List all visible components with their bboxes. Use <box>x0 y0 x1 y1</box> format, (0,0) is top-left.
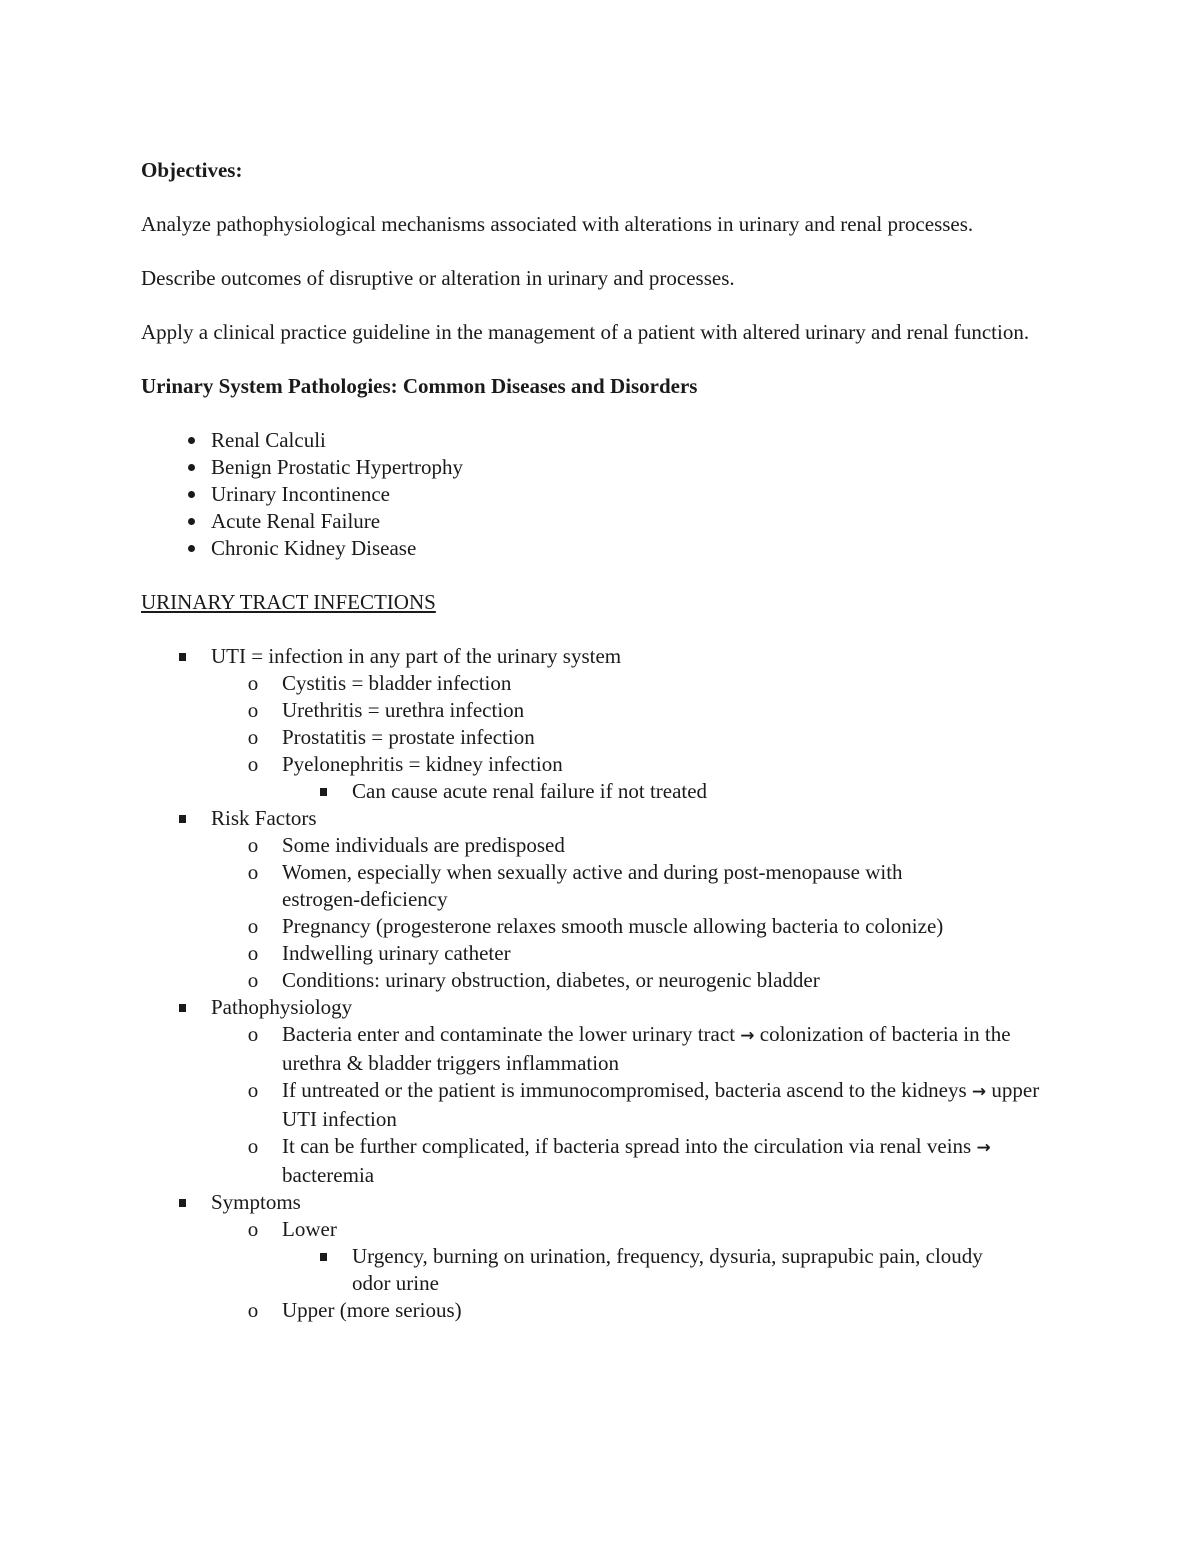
uti-heading: URINARY TRACT INFECTIONS <box>141 590 436 614</box>
circle-bullet-icon: o <box>247 725 259 749</box>
list-item: o Prostatitis = prostate infection <box>141 724 1061 751</box>
circle-bullet-icon: o <box>247 671 259 695</box>
list-item: Renal Calculi <box>141 427 1061 454</box>
list-item: Acute Renal Failure <box>141 508 1061 535</box>
list-item: o Cystitis = bladder infection <box>141 670 1061 697</box>
pathophysiology-heading: Pathophysiology <box>141 994 1061 1021</box>
list-item: Benign Prostatic Hypertrophy <box>141 454 1061 481</box>
list-item: o Women, especially when sexually active and during post-menopause with estrogen-deficiency <box>141 859 982 913</box>
circle-bullet-icon: o <box>247 833 259 857</box>
circle-bullet-icon: o <box>247 1134 259 1158</box>
list-item: o Bacteria enter and contaminate the lower urinary tract → colonization of bacteria in the urethra & bladder triggers inflammation <box>141 1021 1062 1077</box>
uti-definition: UTI = infection in any part of the urinary system <box>141 643 1061 670</box>
circle-bullet-icon: o <box>247 1298 259 1322</box>
square-bullet-icon <box>173 1189 191 1216</box>
objective-2: Describe outcomes of disruptive or alteration in urinary and processes. <box>141 266 735 290</box>
circle-bullet-icon: o <box>247 1217 259 1241</box>
list-item: o Pregnancy (progesterone relaxes smooth muscle allowing bacteria to colonize) <box>141 913 1061 940</box>
arrow-right-icon: → <box>976 1138 991 1158</box>
uti-outline <box>141 643 1061 1324</box>
circle-bullet-icon: o <box>247 968 259 992</box>
arrow-right-icon: → <box>971 1082 987 1102</box>
pathologies-heading: Urinary System Pathologies: Common Diseases and Disorders <box>141 374 698 398</box>
symptoms-heading: Symptoms <box>141 1189 1061 1216</box>
circle-bullet-icon: o <box>247 914 259 938</box>
pathologies-list <box>141 427 1061 562</box>
risk-factors-heading: Risk Factors <box>141 805 1061 832</box>
square-bullet-icon <box>173 805 191 832</box>
circle-bullet-icon: o <box>247 1078 259 1102</box>
list-item: o Urethritis = urethra infection <box>141 697 1061 724</box>
circle-bullet-icon: o <box>247 698 259 722</box>
bullet-icon <box>182 535 200 562</box>
list-item: o Indwelling urinary catheter <box>141 940 1061 967</box>
list-item: o It can be further complicated, if bacteria spread into the circulation via renal veins → bacteremia <box>141 1133 1072 1189</box>
list-item: o Upper (more serious) <box>141 1297 1061 1324</box>
square-bullet-icon <box>314 778 332 805</box>
list-item: o If untreated or the patient is immunocompromised, bacteria ascend to the kidneys → upper UTI infection <box>141 1077 1062 1133</box>
circle-bullet-icon: o <box>247 752 259 776</box>
list-item: Can cause acute renal failure if not treated <box>141 778 1061 805</box>
list-item: Urgency, burning on urination, frequency, dysuria, suprapubic pain, cloudy odor urine <box>141 1243 1002 1297</box>
list-item: o Conditions: urinary obstruction, diabetes, or neurogenic bladder <box>141 967 1061 994</box>
arrow-right-icon: → <box>740 1026 755 1046</box>
bullet-icon <box>182 427 200 454</box>
list-item: Chronic Kidney Disease <box>141 535 1061 562</box>
square-bullet-icon <box>173 994 191 1021</box>
bullet-icon <box>182 454 200 481</box>
objective-1: Analyze pathophysiological mechanisms associated with alterations in urinary and renal processes. <box>141 212 974 236</box>
circle-bullet-icon: o <box>247 1022 259 1046</box>
list-item: o Pyelonephritis = kidney infection <box>141 751 1061 778</box>
list-item: Urinary Incontinence <box>141 481 1061 508</box>
square-bullet-icon <box>173 643 191 670</box>
square-bullet-icon <box>314 1243 332 1270</box>
objectives-heading: Objectives: <box>141 158 243 182</box>
circle-bullet-icon: o <box>247 941 259 965</box>
objective-3: Apply a clinical practice guideline in the management of a patient with altered urinary and renal function. <box>141 320 1030 344</box>
bullet-icon <box>182 508 200 535</box>
list-item: o Lower <box>141 1216 1061 1243</box>
bullet-icon <box>182 481 200 508</box>
circle-bullet-icon: o <box>247 860 259 884</box>
document-content <box>141 157 1061 1324</box>
list-item: o Some individuals are predisposed <box>141 832 1061 859</box>
